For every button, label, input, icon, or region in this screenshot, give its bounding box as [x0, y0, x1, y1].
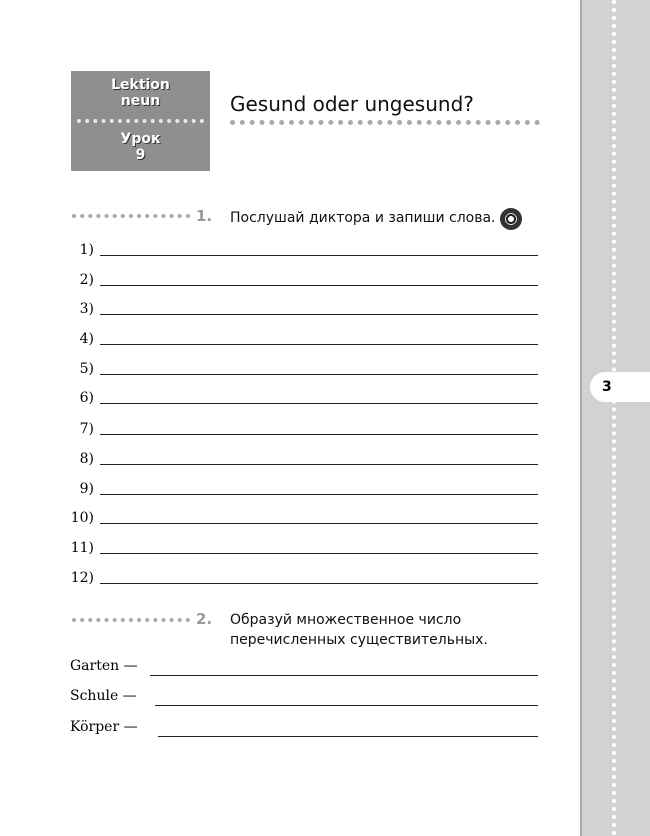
- answer-line[interactable]: [100, 314, 538, 315]
- answer-line[interactable]: [100, 553, 538, 554]
- exercise2-instruction-line2: перечисленных существительных.: [230, 632, 488, 648]
- item-number: 10): [70, 510, 94, 526]
- exercise2-dots: [72, 618, 190, 622]
- word-label: Körper —: [70, 719, 138, 735]
- exercise2-number: 2.: [196, 610, 213, 628]
- item-number: 5): [79, 361, 94, 377]
- item-number: 1): [79, 242, 94, 258]
- item-number: 9): [79, 481, 94, 497]
- answer-row: [60, 327, 540, 347]
- item-number: 4): [79, 331, 94, 347]
- answer-row: [60, 238, 540, 258]
- edge-dots: [612, 0, 616, 836]
- answer-row: [60, 506, 540, 526]
- answer-line[interactable]: [100, 374, 538, 375]
- item-number: 7): [79, 421, 94, 437]
- lesson-number: 9: [135, 147, 146, 163]
- page-number-tab: [590, 372, 650, 402]
- answer-line[interactable]: [150, 675, 538, 676]
- word-label: Schule —: [70, 688, 137, 704]
- item-number: 11): [70, 540, 94, 556]
- word-label: Garten —: [70, 658, 138, 674]
- answer-line[interactable]: [100, 403, 538, 404]
- answer-line[interactable]: [100, 285, 538, 286]
- cd-audio-icon[interactable]: [500, 208, 522, 230]
- item-number: 2): [79, 272, 94, 288]
- lesson-divider: [77, 119, 204, 123]
- exercise2-instruction-line1: Образуй множественное число: [230, 612, 462, 628]
- page-number: 3: [602, 379, 612, 395]
- answer-row: [60, 357, 540, 377]
- word-row: [70, 719, 540, 739]
- lesson-badge: [71, 71, 210, 171]
- word-row: [70, 658, 540, 678]
- answer-line[interactable]: [158, 736, 538, 737]
- page-title: Gesund oder ungesund?: [230, 92, 474, 116]
- answer-row: [60, 386, 540, 406]
- answer-line[interactable]: [100, 523, 538, 524]
- answer-line[interactable]: [100, 464, 538, 465]
- answer-row: [60, 536, 540, 556]
- answer-row: [60, 417, 540, 437]
- answer-row: [60, 566, 540, 586]
- item-number: 12): [70, 570, 94, 586]
- lesson-label-de: Lektion: [111, 77, 170, 93]
- item-number: 8): [79, 451, 94, 467]
- answer-line[interactable]: [100, 344, 538, 345]
- answer-line[interactable]: [155, 705, 538, 706]
- item-number: 6): [79, 390, 94, 406]
- word-row: [70, 688, 540, 708]
- answer-line[interactable]: [100, 494, 538, 495]
- answer-row: [60, 297, 540, 317]
- exercise1-instruction: Послушай диктора и запиши слова.: [230, 210, 496, 226]
- answer-row: [60, 447, 540, 467]
- lesson-label-ru: Урок: [120, 131, 161, 147]
- answer-row: [60, 268, 540, 288]
- item-number: 3): [79, 301, 94, 317]
- answer-row: [60, 477, 540, 497]
- answer-line[interactable]: [100, 255, 538, 256]
- lesson-number-de: neun: [120, 93, 161, 109]
- title-underline-dots: [230, 120, 540, 125]
- answer-line[interactable]: [100, 434, 538, 435]
- exercise1-dots: [72, 214, 190, 218]
- exercise1-number: 1.: [196, 207, 213, 225]
- answer-line[interactable]: [100, 583, 538, 584]
